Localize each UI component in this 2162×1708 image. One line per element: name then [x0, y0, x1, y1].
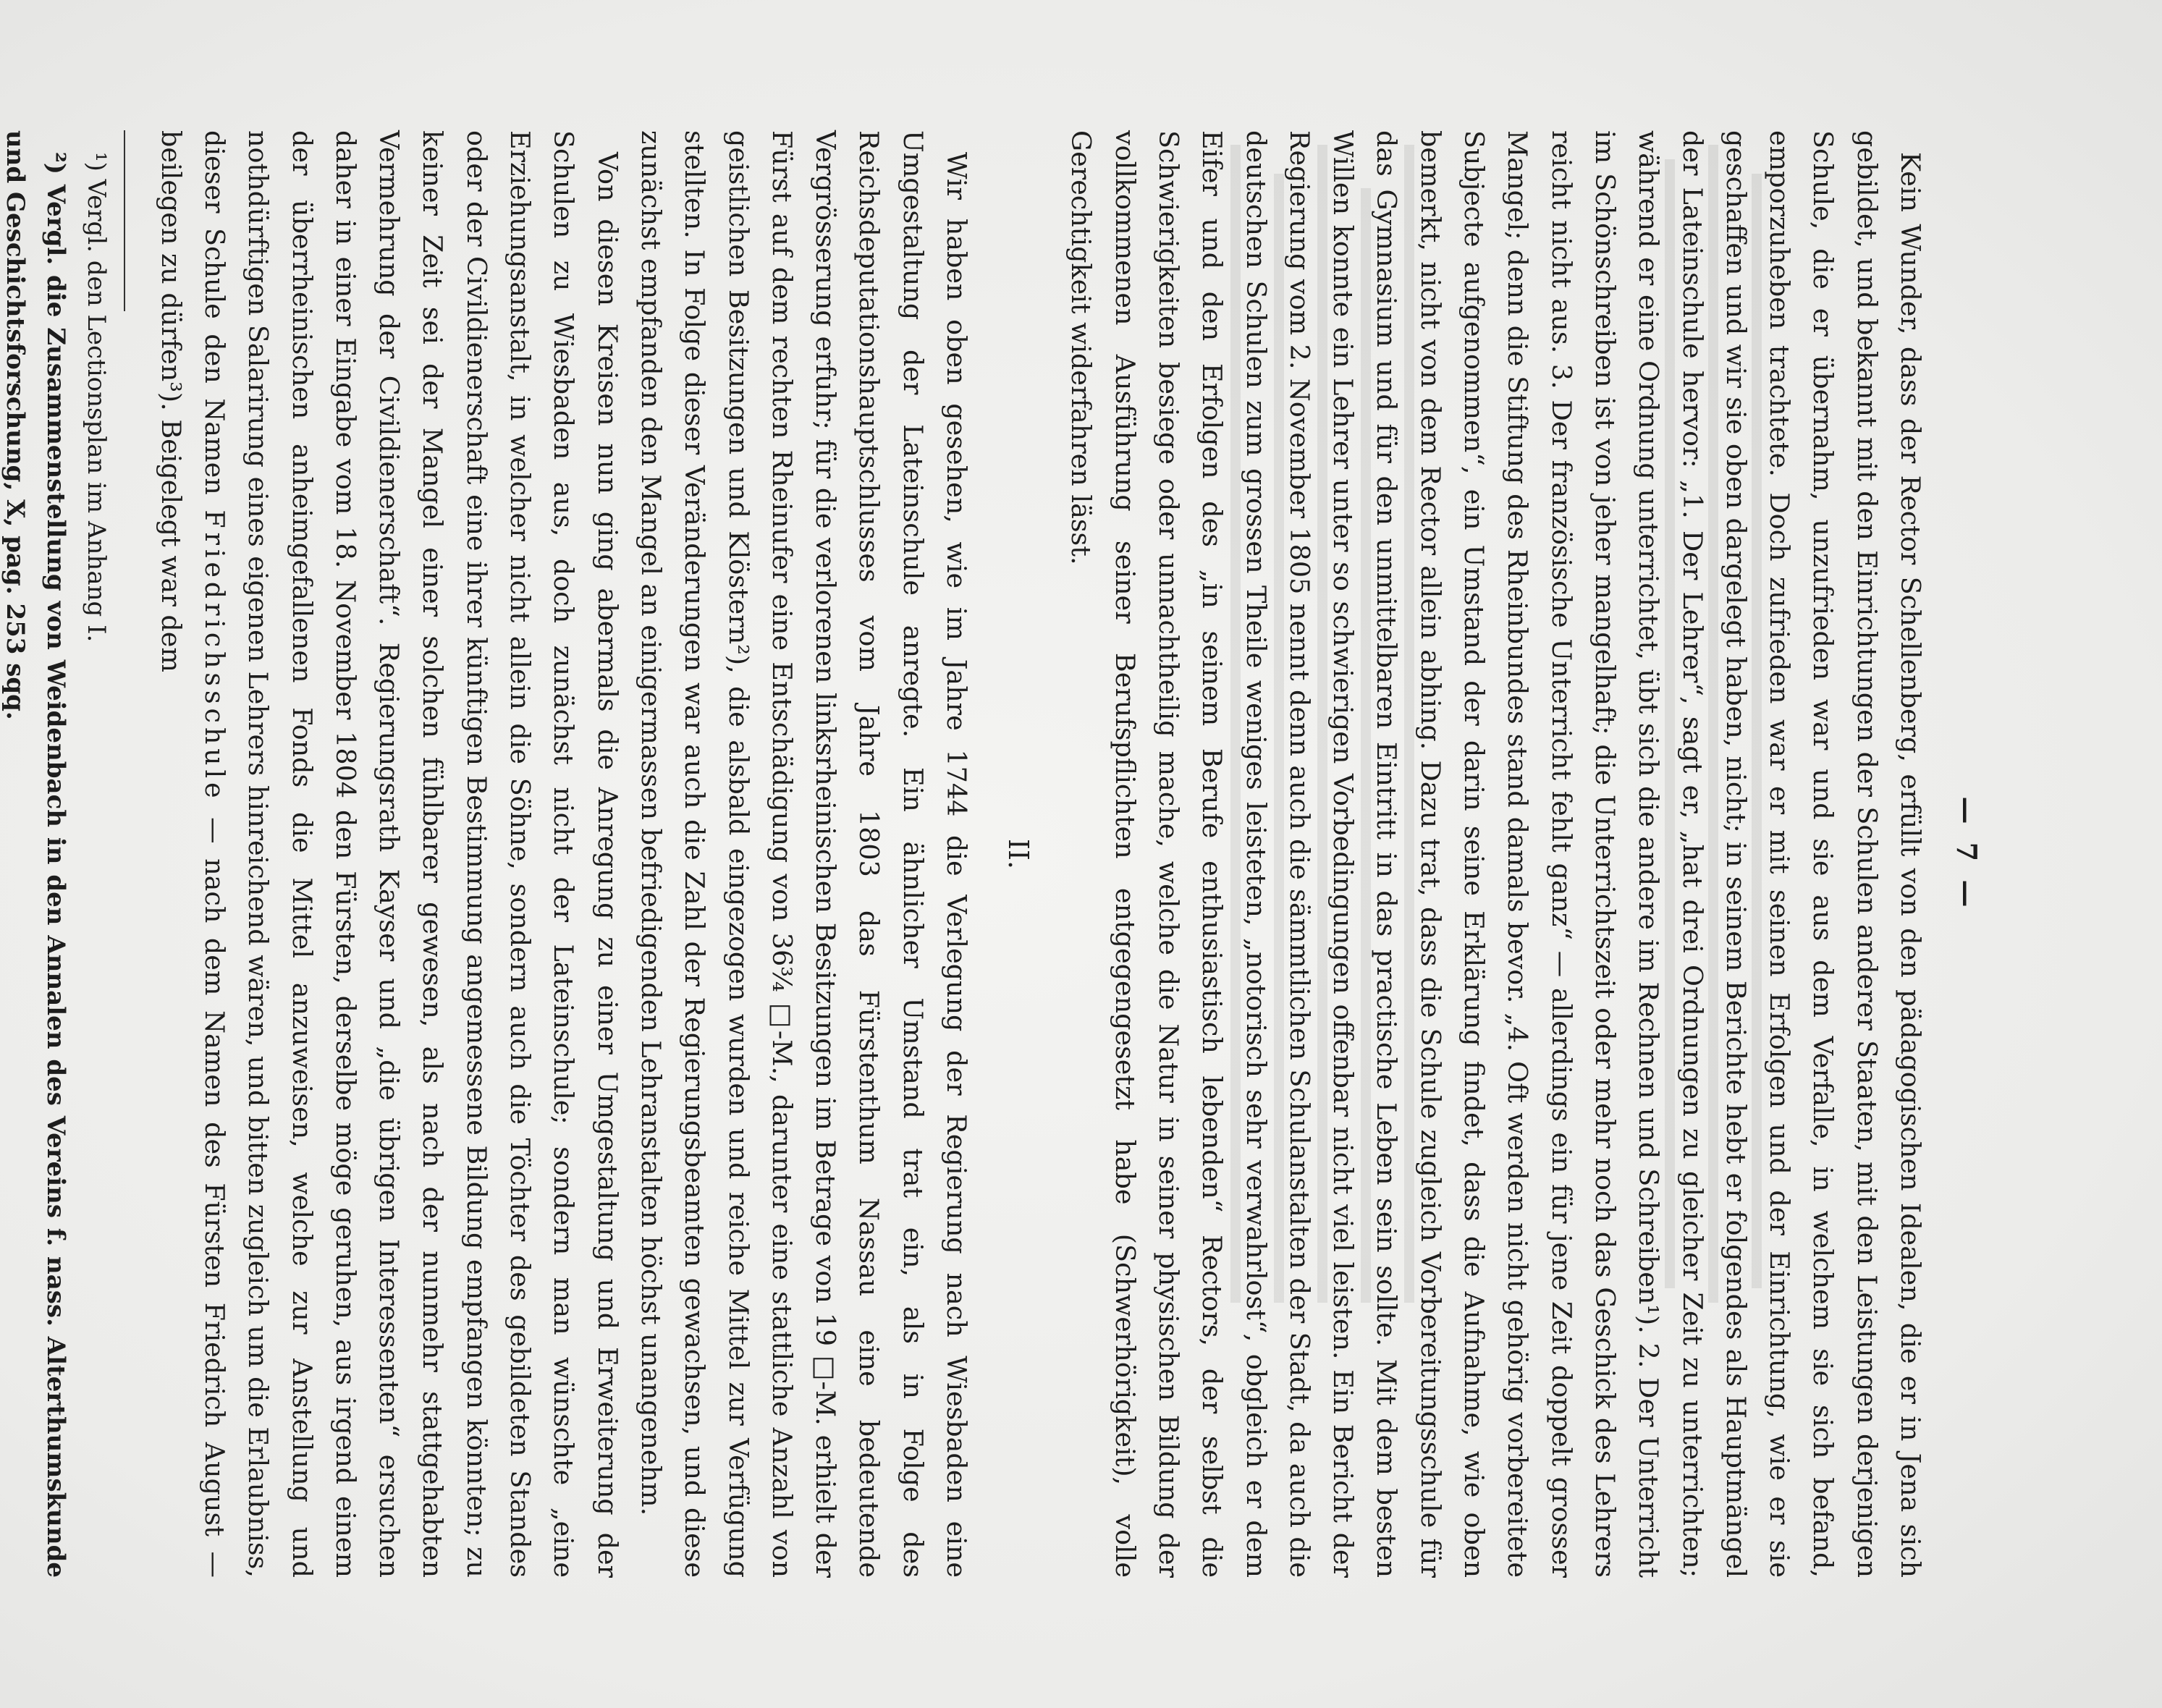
school-name: Friedrichsschule	[199, 510, 231, 803]
footnote-separator	[124, 130, 125, 311]
footnote-2: ²) Vergl. die Zusammenstellung von Weidenbach in den Annalen des Vereins f. nass. Alterthumskunde und Geschichtsforschung, X, pag. 253 sqq.	[1, 130, 71, 1578]
page-number: — 7 —	[1951, 796, 1983, 912]
paragraph-text: Von diesen Kreisen nun ging abermals die Anregung zu einer Umgestaltung und Erweiterung der Schulen zu Wiesbaden aus, doch zunächst nicht der Lateinschule; sondern man wünschte „eine Erziehungsanstalt, in welcher nicht allein die Söhne, sondern auch die Töchter des gebildeten Standes oder der Civildienerschaft eine ihrer künftigen Bestimmung angemessene Bildung empfangen könnten; zu keiner Zeit sei der Mangel einer solchen fühlbarer gewesen, als nach der nunmehr stattgehabten Vermehrung der Civildienerschaft“. Regierungsrath Kayser und „die übrigen Interessenten“ ersuchen daher in einer Eingabe vom 18. November 1804 den Fürsten, derselbe möge geruhen, aus irgend einem der überrheinischen anheimgefallenen Fonds die Mittel anzuweisen, welche zur Anstellung und nothdürftigen Salarirung eines eigenen Lehrers hinreichend wären, und bitten zugleich um die Erlaubniss, dieser Schule den Namen	[199, 130, 623, 1578]
paragraph-closing: — nach dem Namen des Fürsten Friedrich August — beilegen zu dürfen³). Beigelegt war dem	[155, 130, 231, 1578]
footnotes	[0, 130, 117, 1578]
paragraph-schellenberg: Kein Wunder, dass der Rector Schellenberg, erfüllt von den pädagogischen Idealen, die er in Jena sich gebildet, und bekannt mit den Einrichtungen der Schulen anderer Staaten, mit den Leistungen derjenigen Schule, die er übernahm, unzufrieden war und sie aus dem Verfalle, in welchem sie sich befand, emporzuheben trachtete. Doch zufrieden war er mit seinen Erfolgen und der Einrichtung, wie er sie geschaffen und wir sie oben dargelegt haben, nicht; in seinem Berichte hebt er folgendes als Hauptmängel der Lateinschule hervor: „1. Der Lehrer“, sagt er, „hat drei Ordnungen zu gleicher Zeit zu unterrichten; während er eine Ordnung unterrichtet, übt sich die andere im Rechnen und Schreiben¹). 2. Der Unterricht im Schönschreiben ist von jeher mangelhaft; die Unterrichtszeit oder mehr noch das Geschick des Lehrers reicht nicht aus. 3. Der französische Unterricht fehlt ganz“ — allerdings ein für jene Zeit doppelt grosser Mangel; denn die Stiftung des Rheinbundes stand damals bevor. „4. Oft werden nicht gehörig vorbereitete Subjecte aufgenommen“, ein Umstand der darin seine Erklärung findet, dass die Aufnahme, wie oben bemerkt, nicht von dem Rector allein abhing. Dazu trat, dass die Schule zugleich Vorbereitungsschule für das Gymnasium und für den unmittelbaren Eintritt in das practische Leben sein sollte. Mit dem besten Willen konnte ein Lehrer unter so schwierigen Vorbedingungen offenbar nicht viel leisten. Ein Bericht der Regierung vom 2. November 1805 nennt denn auch die sämmtlichen Schulanstalten der Stadt, da auch die deutschen Schulen zum grossen Theile weniges leisteten, „notorisch sehr verwahrlost“, obgleich er dem Eifer und den Erfolgen des „in seinem Berufe enthusiastisch lebenden“ Rectors, der selbst die Schwierigkeiten besiege oder unnachtheilig mache, welche die Natur in seiner physischen Bildung der vollkommenen Ausführung seiner Berufspflichten entgegengesetzt habe (Schwerhörigkeit), volle Gerechtigkeit widerfahren lässt.	[1065, 130, 1926, 1578]
body-text	[0, 130, 1932, 1578]
section-heading: II.	[1002, 838, 1035, 870]
paragraph-regierung: Wir haben oben gesehen, wie im Jahre 1744 die Verlegung der Regierung nach Wiesbaden eine Umgestaltung der Lateinschule anregte. Ein ähnlicher Umstand trat ein, als in Folge des Reichsdeputationshauptschlusses vom Jahre 1803 das Fürstenthum Nassau eine bedeutende Vergrösserung erfuhr; für die verlorenen linksrheinischen Besitzungen im Betrage von 19 □-M. erhielt der Fürst auf dem rechten Rheinufer eine Entschädigung von 36¾ □-M., darunter eine stattliche Anzahl von geistlichen Besitzungen und Klöstern²), die alsbald eingezogen wurden und reiche Mittel zur Verfügung stellten. In Folge dieser Veränderungen war auch die Zahl der Regierungsbeamten gewachsen, und diese zunächst empfanden den Mangel an einigermassen befriedigenden Lehranstalten höchst unangenehm.	[635, 130, 973, 1578]
footnote-1: ¹) Vergl. den Lectionsplan im Anhang I.	[82, 152, 111, 643]
paragraph-friedrichsschule	[148, 130, 628, 1578]
page-content	[0, 130, 2162, 1578]
